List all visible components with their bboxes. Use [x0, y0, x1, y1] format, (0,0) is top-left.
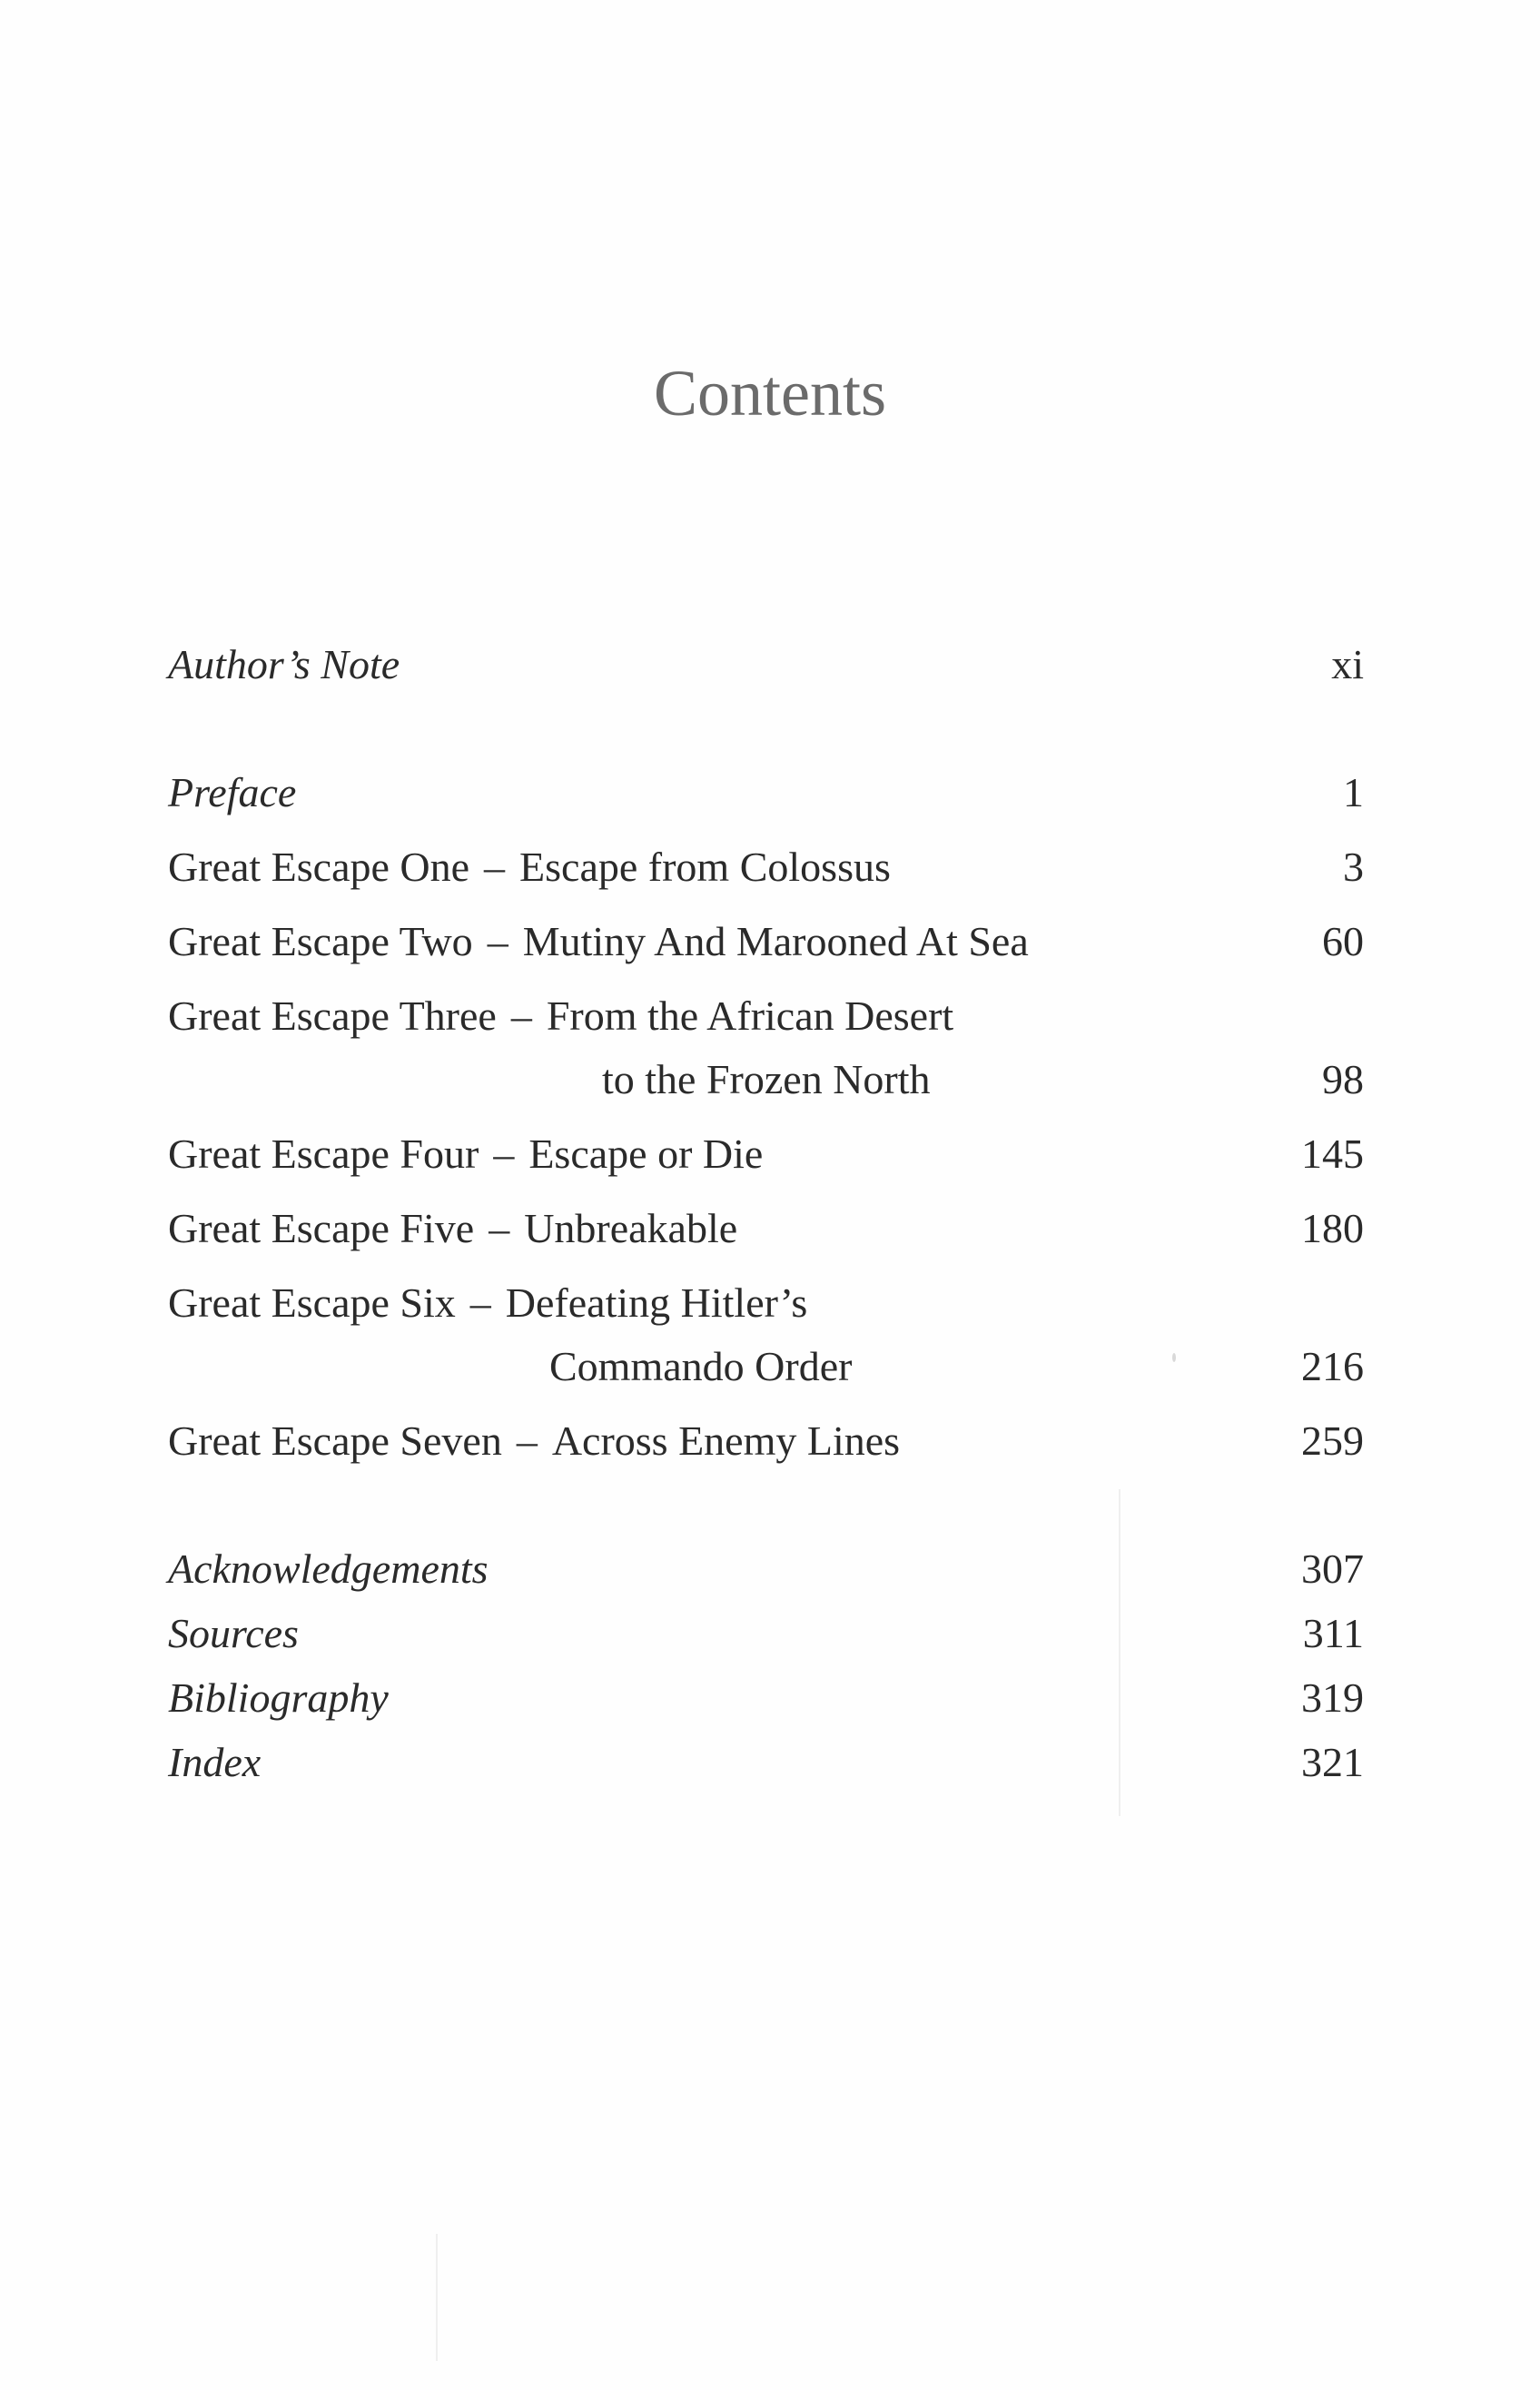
chapter-dash: –	[516, 1417, 538, 1464]
toc-entry-authors-note[interactable]	[168, 637, 1364, 692]
scan-streak	[436, 2234, 438, 2361]
toc-entry-chapter-6[interactable]	[168, 1276, 1364, 1396]
toc-entry-label	[168, 840, 891, 894]
toc-entry-label: Author’s Note	[168, 641, 400, 687]
chapter-number: Great Escape Seven	[168, 1417, 502, 1464]
chapter-title-continuation: Commando Order	[549, 1343, 853, 1389]
toc-entry-chapter-1[interactable]	[168, 840, 1364, 894]
chapter-title: Across Enemy Lines	[551, 1417, 901, 1464]
toc-entry-label	[168, 1414, 900, 1468]
chapter-title-continuation: to the Frozen North	[602, 1056, 931, 1102]
toc-entry-label: Bibliography	[168, 1674, 389, 1721]
chapter-dash: –	[469, 1279, 491, 1326]
page-title: Contents	[653, 357, 886, 430]
toc-page-number: 307	[1301, 1546, 1364, 1592]
toc-entry-acknowledgements[interactable]	[168, 1542, 1364, 1596]
toc-entry-chapter-3[interactable]	[168, 989, 1364, 1109]
toc-entry-label: Preface	[168, 769, 297, 815]
chapter-dash: –	[493, 1131, 515, 1177]
toc-page-number: 145	[1301, 1131, 1364, 1177]
chapter-number: Great Escape Two	[168, 918, 473, 964]
toc-entry-chapter-7[interactable]	[168, 1414, 1364, 1468]
toc-entry-label	[168, 989, 953, 1043]
toc-page-number: 180	[1301, 1205, 1364, 1251]
chapter-title: Mutiny And Marooned At Sea	[522, 918, 1029, 964]
chapter-title: Escape from Colossus	[519, 844, 891, 890]
toc-page-number: 1	[1343, 769, 1364, 815]
chapter-number: Great Escape Six	[168, 1279, 456, 1326]
toc-entry-index[interactable]	[168, 1735, 1364, 1790]
chapter-number: Great Escape One	[168, 844, 470, 890]
toc-page-number: 216	[1301, 1343, 1364, 1389]
chapter-title: Defeating Hitler’s	[505, 1279, 808, 1326]
toc-page-number: 311	[1302, 1610, 1364, 1656]
toc-entry-chapter-4[interactable]	[168, 1127, 1364, 1181]
chapter-title: From the African Desert	[546, 993, 954, 1039]
toc-page-number: 259	[1301, 1417, 1364, 1464]
chapter-number: Great Escape Three	[168, 993, 497, 1039]
toc-entry-preface[interactable]	[168, 765, 1364, 820]
toc-page-number: 98	[1322, 1056, 1364, 1102]
toc-entry-chapter-5[interactable]	[168, 1201, 1364, 1256]
chapter-number: Great Escape Four	[168, 1131, 479, 1177]
toc-entry-chapter-2[interactable]	[168, 914, 1364, 969]
chapter-dash: –	[510, 993, 532, 1039]
toc-entry-label: Acknowledgements	[168, 1546, 489, 1592]
chapter-dash: –	[489, 1205, 510, 1251]
toc-page-number: 321	[1301, 1739, 1364, 1785]
toc-entry-label	[168, 1276, 807, 1330]
toc-entry-sources[interactable]	[168, 1606, 1364, 1661]
toc-entry-label	[168, 1201, 737, 1256]
toc-entry-label	[168, 1127, 763, 1181]
toc-page-number: 319	[1301, 1674, 1364, 1721]
toc-entry-label: Index	[168, 1739, 262, 1785]
chapter-number: Great Escape Five	[168, 1205, 475, 1251]
toc-page-number: 60	[1322, 918, 1364, 964]
chapter-title: Escape or Die	[528, 1131, 764, 1177]
toc-page-number: 3	[1343, 844, 1364, 890]
toc-entry-label: Sources	[168, 1610, 299, 1656]
chapter-title: Unbreakable	[524, 1205, 738, 1251]
toc-page-number: xi	[1331, 641, 1364, 687]
chapter-dash: –	[484, 844, 506, 890]
toc-entry-label	[168, 914, 1029, 969]
chapter-dash: –	[487, 918, 508, 964]
toc-entry-bibliography[interactable]	[168, 1671, 1364, 1725]
